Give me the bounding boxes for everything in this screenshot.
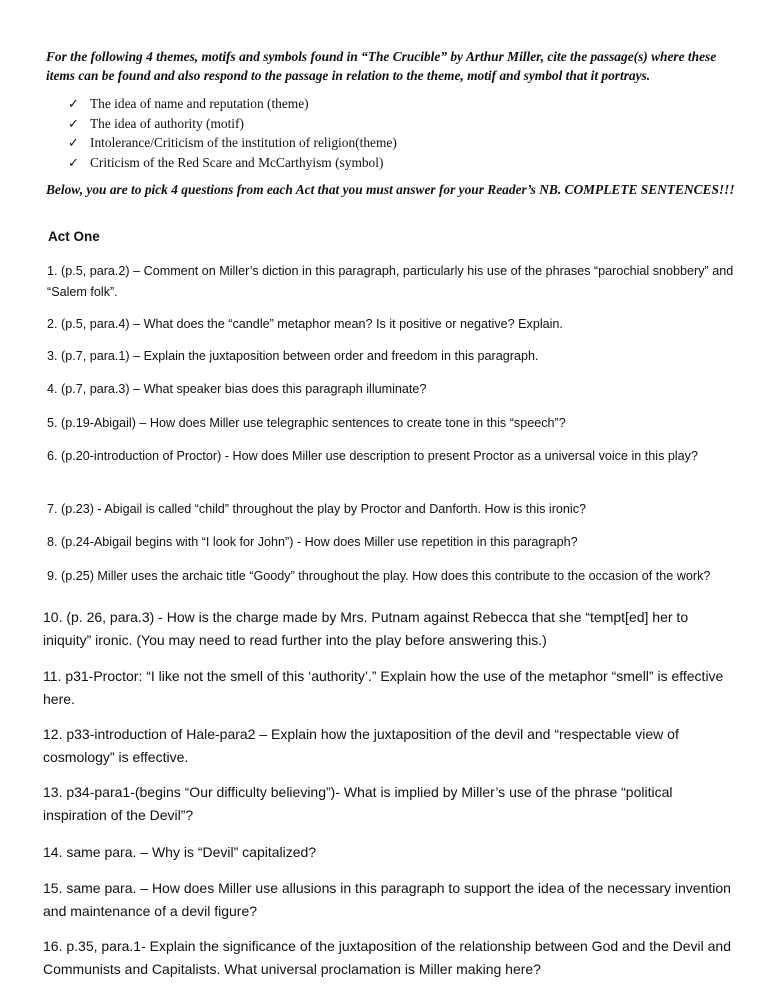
act-heading: Act One [48, 229, 100, 244]
question-8: 8. (p.24-Abigail begins with “I look for John”) - How does Miller use repetition in this paragraph? [47, 535, 578, 549]
list-item: ✓ Intolerance/Criticism of the institution of religion(theme) [68, 133, 708, 153]
question-7: 7. (p.23) - Abigail is called “child” throughout the play by Proctor and Danforth. How is this ironic? [47, 502, 586, 516]
question-15: 15. same para. – How does Miller use allusions in this paragraph to support the idea of the necessary invention and maintenance of a devil figure? [43, 880, 731, 919]
question-13: 13. p34-para1-(begins “Our difficulty believing”)- What is implied by Miller’s use of the phrase “political inspiration of the Devil”? [43, 784, 673, 823]
themes-list [68, 94, 708, 172]
intro-paragraph: For the following 4 themes, motifs and symbols found in “The Crucible” by Arthur Miller, cite the passage(s) where these items can be found and also respond to the passage in relation to the theme, motif and symbol that it portrays. [46, 49, 717, 83]
question-16: 16. p.35, para.1- Explain the significance of the juxtaposition of the relationship between God and the Devil and Communists and Capitalists. What universal proclamation is Miller making here? [43, 938, 732, 977]
checkmark-icon: ✓ [68, 115, 79, 131]
question-4: 4. (p.7, para.3) – What speaker bias does this paragraph illuminate? [47, 382, 427, 396]
checkmark-icon: ✓ [68, 154, 79, 170]
list-item: ✓ Criticism of the Red Scare and McCarthyism (symbol) [68, 153, 708, 173]
question-11: 11. p31-Proctor: “I like not the smell of this ‘authority’.” Explain how the use of the metaphor “smell” is effective here. [43, 668, 724, 707]
question-6: 6. (p.20-introduction of Proctor) - How does Miller use description to present Proctor as a universal voice in this play? [47, 449, 698, 463]
question-10: 10. (p. 26, para.3) - How is the charge made by Mrs. Putnam against Rebecca that she “tempt[ed] her to iniquity” ironic. (You may need to read further into the play before answering this.) [43, 609, 689, 648]
question-3: 3. (p.7, para.1) – Explain the juxtaposition between order and freedom in this paragraph. [47, 349, 539, 363]
checkmark-icon: ✓ [68, 135, 79, 150]
question-12: 12. p33-introduction of Hale-para2 – Explain how the juxtaposition of the devil and “respectable view of cosmology” is effective. [43, 726, 679, 765]
list-item: ✓ The idea of authority (motif) [68, 114, 708, 134]
question-9: 9. (p.25) Miller uses the archaic title “Goody” throughout the play. How does this contribute to the occasion of the work? [47, 569, 711, 583]
question-5: 5. (p.19-Abigail) – How does Miller use telegraphic sentences to create tone in this “speech”? [47, 416, 566, 430]
question-14: 14. same para. – Why is “Devil” capitalized? [43, 844, 317, 860]
question-2: 2. (p.5, para.4) – What does the “candle” metaphor mean? Is it positive or negative? Explain. [47, 317, 563, 331]
instruction-paragraph: Below, you are to pick 4 questions from each Act that you must answer for your Reader’s NB. COMPLETE SENTENCES!!! [46, 182, 735, 197]
question-1: 1. (p.5, para.2) – Comment on Miller’s diction in this paragraph, particularly his use of the phrases “parochial snobbery” and “Salem folk”. [47, 264, 734, 299]
list-item: ✓ The idea of name and reputation (theme) [68, 94, 708, 114]
checkmark-icon: ✓ [68, 96, 79, 111]
